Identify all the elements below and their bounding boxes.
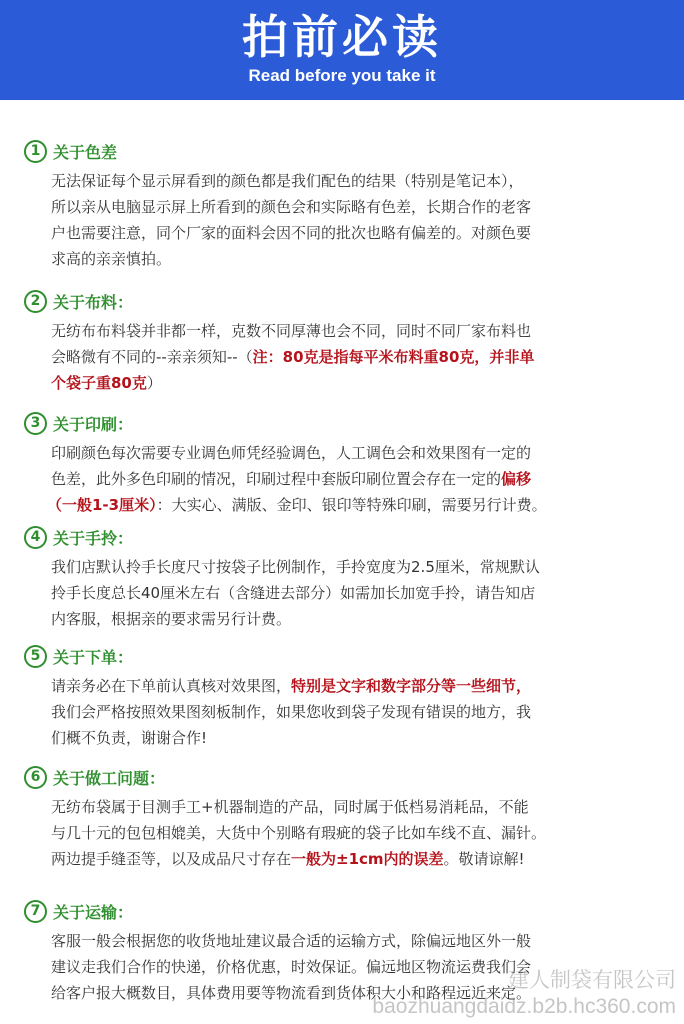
text-segment: 所以亲从电脑显示屏上所看到的颜色会和实际略有色差，长期合作的老客 [51, 198, 532, 216]
header-banner [0, 0, 684, 100]
text-segment: 建议走我们合作的快递，价格优惠，时效保证。偏远地区物流运费我们会 [51, 958, 532, 976]
section-body [51, 794, 664, 872]
text-segment: 与几十元的包包相媲美，大货中个别略有瑕疵的袋子比如车线不直、漏针。 [51, 824, 547, 842]
text-line [51, 725, 664, 751]
section-heading [24, 898, 664, 924]
page-subtitle: Read before you take it [248, 66, 436, 85]
number-badge: 5 [24, 645, 47, 668]
section-heading [24, 643, 664, 669]
section-ordering [24, 643, 664, 751]
section-heading [24, 764, 664, 790]
section-body [51, 168, 664, 272]
section-title: 关于印刷： [53, 414, 134, 434]
text-segment: 请亲务必在下单前认真核对效果图， [51, 677, 292, 695]
section-heading [24, 138, 664, 164]
text-segment: 我们店默认拎手长度尺寸按袋子比例制作，手拎宽度为2.5厘米，常规默认 [51, 558, 540, 576]
watermark-company: 建人制袋有限公司 [508, 969, 676, 992]
text-segment: 无法保证每个显示屏看到的颜色都是我们配色的结果（特别是笔记本）， [51, 172, 524, 190]
section-workmanship [24, 764, 664, 872]
section-heading [24, 524, 664, 550]
section-body [51, 318, 664, 396]
section-title: 关于手拎： [53, 528, 134, 548]
text-line [51, 246, 664, 272]
section-title: 关于做工问题： [53, 768, 166, 788]
text-segment: 色差，此外多色印刷的情况，印刷过程中套版印刷位置会存在一定的 [51, 470, 502, 488]
text-line [51, 673, 664, 699]
section-heading [24, 410, 664, 436]
text-line [51, 194, 664, 220]
text-segment: 无纺布袋属于目测手工+机器制造的产品，同时属于低档易消耗品，不能 [51, 798, 529, 816]
section-body [51, 554, 664, 632]
highlight-note: 个袋子重80克 [51, 374, 147, 392]
page-title: 拍前必读 [242, 10, 442, 64]
text-line [51, 318, 664, 344]
section-title: 关于色差 [53, 142, 118, 162]
section-title: 关于布料： [53, 292, 134, 312]
watermark [372, 968, 676, 1020]
text-segment: 印刷颜色每次需要专业调色师凭经验调色，人工调色会和效果图有一定的 [51, 444, 532, 462]
text-line [47, 492, 664, 518]
section-title: 关于下单： [53, 647, 134, 667]
text-segment: 户也需要注意，同个厂家的面料会因不同的批次也略有偏差的。对颜色要 [51, 224, 532, 242]
text-line [51, 699, 664, 725]
highlight-note: 一般为±1cm内的误差 [291, 850, 444, 868]
text-segment: ：大实心、满版、金印、银印等特殊印刷，需要另行计费。 [156, 496, 547, 514]
highlight-note: （一般1-3厘米） [47, 496, 157, 514]
text-segment: 内客服，根据亲的要求需另行计费。 [51, 610, 292, 628]
number-badge: 6 [24, 766, 47, 789]
highlight-note: 注：80克是指每平米布料重80克，并非单 [252, 348, 535, 366]
text-segment: 们概不负责，谢谢合作! [51, 729, 208, 747]
text-line [51, 466, 664, 492]
text-line [51, 440, 664, 466]
number-badge: 7 [24, 900, 47, 923]
highlight-note: 特别是文字和数字部分等一些细节， [291, 677, 532, 695]
text-line [51, 794, 664, 820]
number-badge: 3 [24, 412, 47, 435]
text-line [51, 846, 664, 872]
text-line [51, 370, 664, 396]
text-line [51, 928, 664, 954]
section-printing [24, 410, 664, 518]
section-title: 关于运输： [53, 902, 134, 922]
text-line [51, 220, 664, 246]
text-segment: 。敬请谅解! [443, 850, 525, 868]
number-badge: 2 [24, 290, 47, 313]
section-handle [24, 524, 664, 632]
text-segment: 两边提手缝歪等，以及成品尺寸存在 [51, 850, 292, 868]
text-line [51, 168, 664, 194]
text-segment: 会略微有不同的--亲亲须知--（ [51, 348, 253, 366]
text-line [51, 606, 664, 632]
text-segment: 我们会严格按照效果图刻板制作，如果您收到袋子发现有错误的地方，我 [51, 703, 532, 721]
text-segment: 无纺布布料袋并非都一样，克数不同厚薄也会不同，同时不同厂家布料也 [51, 322, 532, 340]
text-segment: 给客户报大概数目，具体费用要等物流看到货体积大小和路程远近来定。 [51, 984, 532, 1002]
text-line [51, 580, 664, 606]
highlight-note: 偏移 [501, 470, 532, 488]
number-badge: 4 [24, 526, 47, 549]
watermark-url: baozhuangdaidz.b2b.hc360.com [372, 995, 676, 1018]
number-badge: 1 [24, 140, 47, 163]
text-segment: ） [146, 374, 162, 392]
text-segment: 求高的亲亲慎拍。 [51, 250, 172, 268]
section-color-difference [24, 138, 664, 272]
section-body [47, 440, 664, 518]
text-line [51, 820, 664, 846]
text-segment: 客服一般会根据您的收货地址建议最合适的运输方式，除偏远地区外一般 [51, 932, 532, 950]
section-heading [24, 288, 664, 314]
section-fabric [24, 288, 664, 396]
section-body [51, 673, 664, 751]
text-line [51, 554, 664, 580]
text-segment: 拎手长度总长40厘米左右（含缝进去部分）如需加长加宽手拎，请告知店 [51, 584, 536, 602]
text-line [51, 344, 664, 370]
